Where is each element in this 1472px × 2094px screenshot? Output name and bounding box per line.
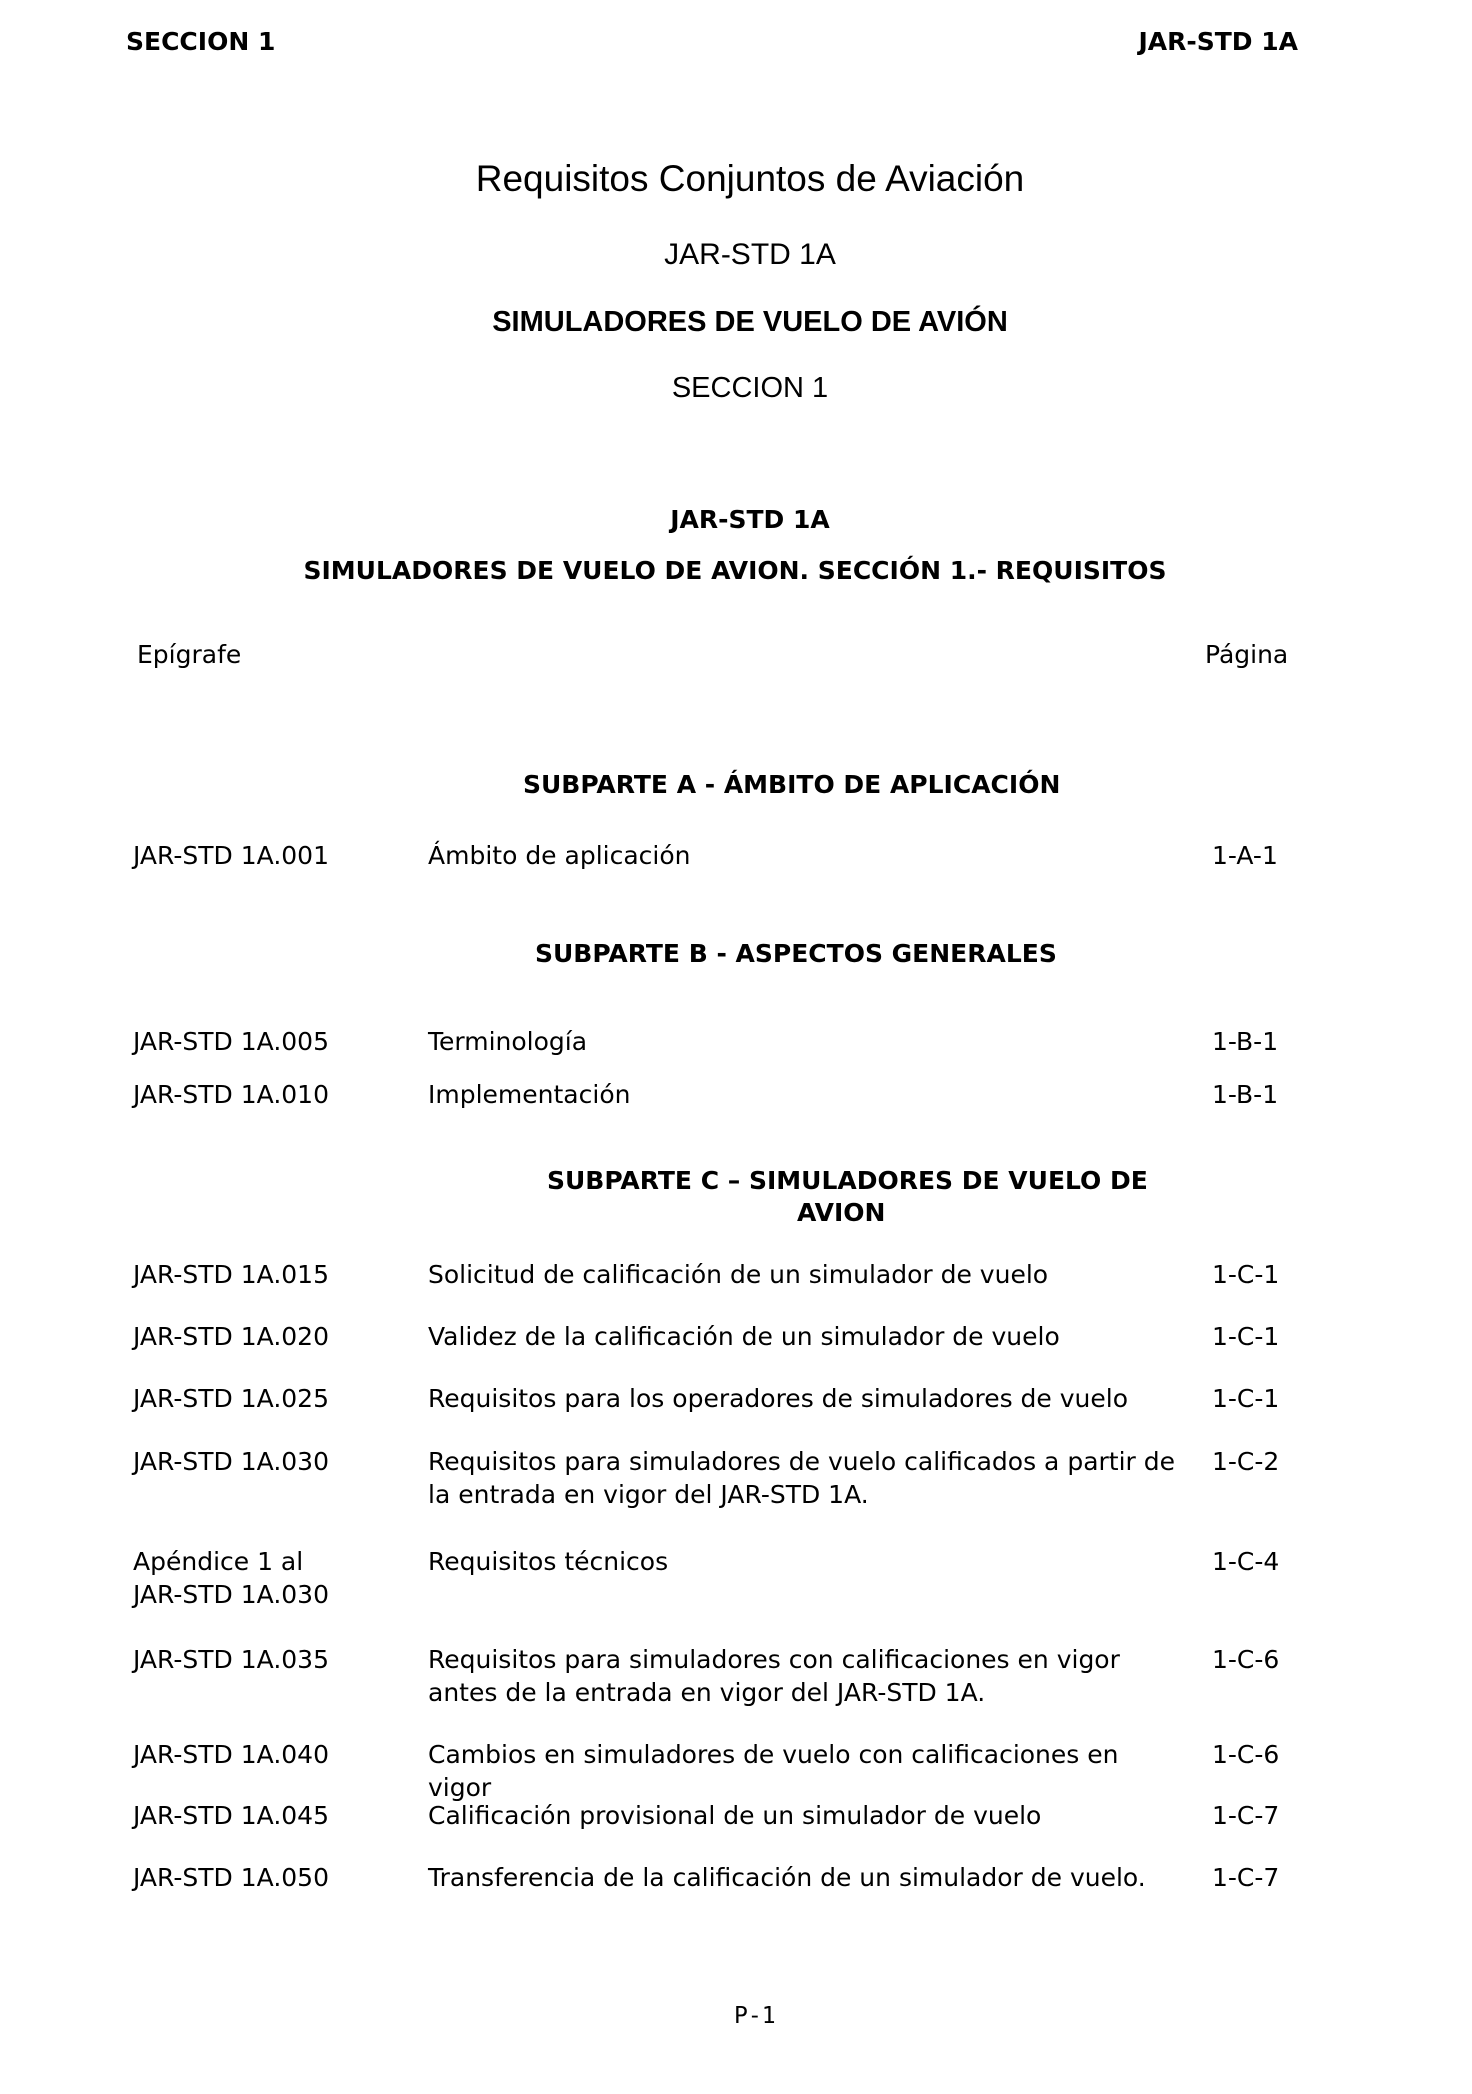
toc-heading-code: JAR-STD 1A bbox=[670, 505, 830, 534]
toc-heading-title: SIMULADORES DE VUELO DE AVION. SECCIÓN 1.- REQUISITOS bbox=[303, 556, 1167, 585]
toc-row-description: Calificación provisional de un simulador de vuelo bbox=[428, 1801, 1042, 1830]
subpart-c-title-line1: SUBPARTE C – SIMULADORES DE VUELO DE bbox=[547, 1166, 1148, 1195]
toc-row-page: 1-C-4 bbox=[1212, 1547, 1280, 1576]
toc-row-description: Terminología bbox=[428, 1027, 588, 1056]
toc-row-page: 1-C-1 bbox=[1212, 1322, 1280, 1351]
toc-row-page: 1-C-2 bbox=[1212, 1447, 1280, 1476]
toc-row-page: 1-B-1 bbox=[1212, 1027, 1279, 1056]
toc-row-description: Cambios en simuladores de vuelo con calificaciones en vigor bbox=[428, 1740, 1119, 1802]
toc-row-code: JAR-STD 1A.025 bbox=[133, 1384, 329, 1413]
toc-row-description: Requisitos para simuladores con calificaciones en vigor antes de la entrada en vigor del JAR-STD 1A. bbox=[428, 1645, 1120, 1707]
document-subject: SIMULADORES DE VUELO DE AVIÓN bbox=[492, 306, 1008, 338]
toc-row-page: 1-C-1 bbox=[1212, 1384, 1280, 1413]
toc-row-code: JAR-STD 1A.050 bbox=[133, 1863, 329, 1892]
toc-row-code: JAR-STD 1A.045 bbox=[133, 1801, 329, 1830]
column-header-epigrafe: Epígrafe bbox=[137, 640, 242, 669]
toc-row-description: Transferencia de la calificación de un simulador de vuelo. bbox=[428, 1863, 1146, 1892]
toc-row-page: 1-C-7 bbox=[1212, 1863, 1280, 1892]
toc-row-code: JAR-STD 1A.010 bbox=[133, 1080, 329, 1109]
toc-row-code: JAR-STD 1A.020 bbox=[133, 1322, 329, 1351]
toc-row-code: JAR-STD 1A.001 bbox=[133, 841, 329, 870]
toc-row-page: 1-B-1 bbox=[1212, 1080, 1279, 1109]
document-code: JAR-STD 1A bbox=[664, 238, 836, 271]
toc-row-page: 1-C-7 bbox=[1212, 1801, 1280, 1830]
column-header-pagina: Página bbox=[1205, 640, 1289, 669]
toc-row-page: 1-A-1 bbox=[1212, 841, 1278, 870]
toc-row-description: Validez de la calificación de un simulador de vuelo bbox=[428, 1322, 1060, 1351]
toc-row-page: 1-C-6 bbox=[1212, 1740, 1280, 1769]
subpart-a-title: SUBPARTE A - ÁMBITO DE APLICACIÓN bbox=[523, 770, 1061, 799]
toc-row-description: Requisitos técnicos bbox=[428, 1547, 669, 1576]
toc-row-description: Ámbito de aplicación bbox=[428, 841, 691, 870]
toc-row-page: 1-C-1 bbox=[1212, 1260, 1280, 1289]
toc-row-code: JAR-STD 1A.005 bbox=[133, 1027, 329, 1056]
subpart-b-title: SUBPARTE B - ASPECTOS GENERALES bbox=[535, 939, 1057, 968]
document-section: SECCION 1 bbox=[671, 372, 829, 404]
toc-row-description: Implementación bbox=[428, 1080, 631, 1109]
subpart-c-title-line2: AVION bbox=[797, 1198, 886, 1227]
toc-row-code: Apéndice 1 al JAR-STD 1A.030 bbox=[133, 1547, 329, 1609]
toc-row-description: Requisitos para simuladores de vuelo calificados a partir de la entrada en vigor del JAR-STD 1A. bbox=[428, 1447, 1176, 1509]
toc-row-page: 1-C-6 bbox=[1212, 1645, 1280, 1674]
toc-row-code: JAR-STD 1A.030 bbox=[133, 1447, 329, 1476]
toc-row-description: Requisitos para los operadores de simuladores de vuelo bbox=[428, 1384, 1128, 1413]
document-title: Requisitos Conjuntos de Aviación bbox=[475, 158, 1025, 199]
running-header-left: SECCION 1 bbox=[126, 27, 276, 56]
toc-row-code: JAR-STD 1A.040 bbox=[133, 1740, 329, 1769]
toc-row-description: Solicitud de calificación de un simulador de vuelo bbox=[428, 1260, 1049, 1289]
page-number: P-1 bbox=[734, 2003, 776, 2029]
toc-row-code: JAR-STD 1A.015 bbox=[133, 1260, 329, 1289]
running-header-right: JAR-STD 1A bbox=[1138, 27, 1298, 56]
toc-row-code: JAR-STD 1A.035 bbox=[133, 1645, 329, 1674]
